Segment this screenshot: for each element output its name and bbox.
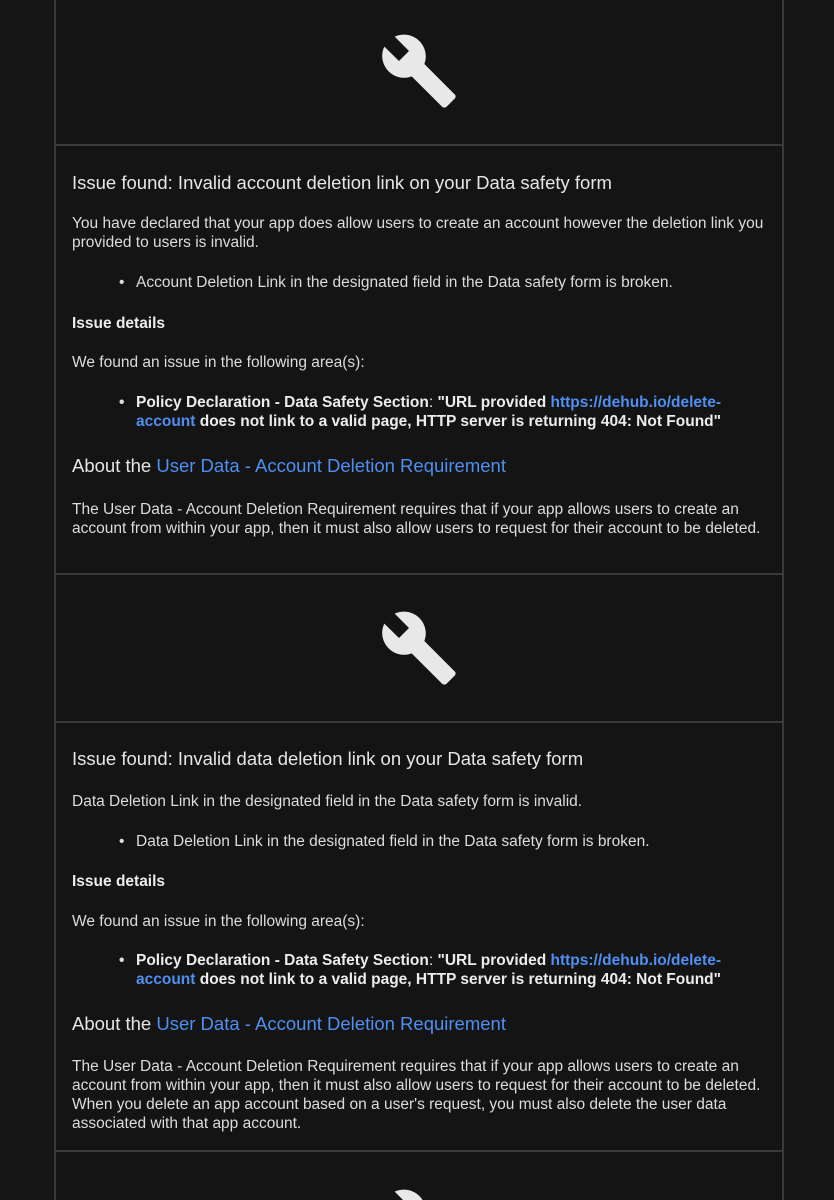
- finding-url-link[interactable]: https://dehub.io/delete-account: [136, 952, 721, 988]
- issue-details-heading: Issue details: [72, 315, 166, 332]
- issue-description: Data Deletion Link in the designated field in the Data safety form is invalid.: [72, 793, 583, 810]
- finding-item: [136, 951, 768, 989]
- finding-label: Policy Declaration - Data Safety Section: [136, 394, 429, 411]
- finding-label: Policy Declaration - Data Safety Section: [136, 952, 429, 969]
- finding-text: "URL provided: [437, 952, 551, 969]
- about-prefix: About the: [72, 455, 157, 476]
- finding-text-end: does not link to a valid page, HTTP server is returning 404: Not Found": [195, 971, 721, 988]
- area-intro: We found an issue in the following area(s):: [72, 913, 365, 930]
- area-intro: We found an issue in the following area(s):: [72, 354, 365, 371]
- issue-card: [54, 721, 784, 1152]
- issue-description: You have declared that your app does allow users to create an account however the deletion link you provided to users is invalid.: [72, 215, 764, 251]
- finding-text-end: does not link to a valid page, HTTP server is returning 404: Not Found": [195, 413, 721, 430]
- policy-link[interactable]: User Data - Account Deletion Requirement: [156, 455, 506, 476]
- finding-item: [136, 393, 768, 431]
- issue-title: Issue found: Invalid account deletion link on your Data safety form: [72, 172, 612, 193]
- wrench-icon: [379, 608, 459, 688]
- wrench-banner: [54, 1150, 784, 1200]
- issue-details-heading: Issue details: [72, 873, 166, 890]
- wrench-banner: [54, 573, 784, 723]
- finding-separator: :: [428, 952, 438, 969]
- issue-card: [54, 144, 784, 575]
- about-heading: [72, 1013, 506, 1035]
- about-body: The User Data - Account Deletion Requirement requires that if your app allows users to create an account from within your app, then it must also allow users to request for their account to be deleted.: [72, 501, 761, 537]
- issue-bullet: • Account Deletion Link in the designated field in the Data safety form is broken.: [136, 273, 768, 292]
- policy-link[interactable]: User Data - Account Deletion Requirement: [156, 1013, 506, 1034]
- wrench-banner: [54, 0, 784, 146]
- finding-text: "URL provided: [437, 394, 551, 411]
- wrench-icon: [379, 31, 459, 111]
- issue-bullet: • Data Deletion Link in the designated field in the Data safety form is broken.: [136, 832, 768, 851]
- about-body: The User Data - Account Deletion Requirement requires that if your app allows users to create an account from within your app, then it must also allow users to request for their account to be deleted. When you delete an app account based on a user's request, you must also delete the user data associated with that app account.: [72, 1058, 761, 1132]
- issue-title: Issue found: Invalid data deletion link on your Data safety form: [72, 748, 584, 769]
- about-heading: [72, 455, 506, 477]
- finding-url-link[interactable]: https://dehub.io/delete-account: [136, 394, 721, 430]
- wrench-icon: [379, 1186, 459, 1200]
- about-prefix: About the: [72, 1013, 157, 1034]
- finding-separator: :: [428, 394, 438, 411]
